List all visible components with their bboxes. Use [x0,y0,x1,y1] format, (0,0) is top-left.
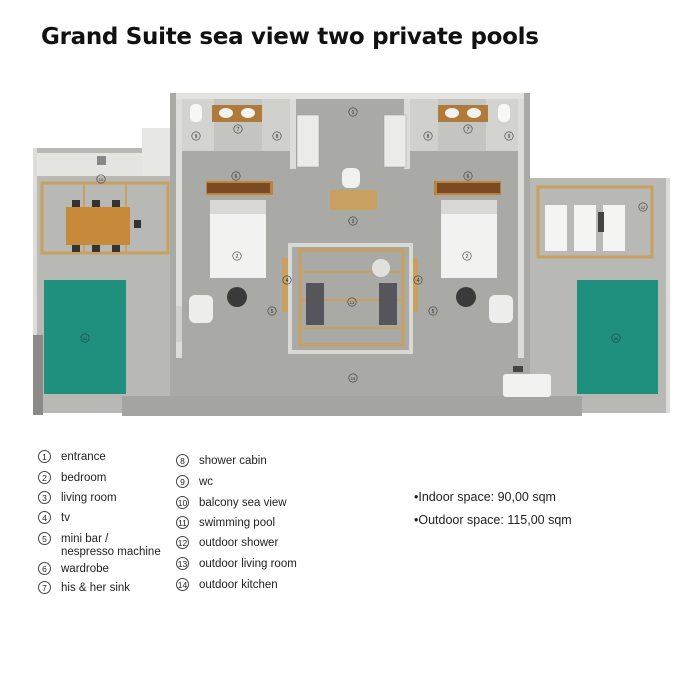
legend-item-6 [38,563,109,576]
legend-item-1 [38,451,106,464]
plan-marker-label: 9 [507,133,511,140]
legend-item-9 [176,476,213,489]
legend-number: 14 [177,579,188,590]
legend-number: 4 [38,511,51,524]
legend-number: 5 [38,532,51,545]
legend-label: entrance [61,451,106,463]
legend-item-10 [176,497,287,510]
legend-label: his & her sink [61,582,131,594]
pool-steps [33,335,43,415]
legend-number: 1 [38,450,51,463]
legend-label: mini bar / nespresso machine [61,533,161,558]
legend-label: balcony sea view [199,497,287,509]
plan-marker-label: 4 [416,277,420,284]
legend-label: shower cabin [199,455,267,467]
plan-marker-label: 6 [466,173,470,180]
plan-marker-label: 2 [235,253,239,260]
legend-item-13 [176,558,297,571]
legend-number: 13 [177,558,188,569]
plan-marker-label: 14 [98,176,104,182]
legend-label: tv [61,512,70,524]
plan-marker-label: 7 [236,126,240,133]
legend-number: 8 [176,454,189,467]
legend-label: outdoor kitchen [199,579,278,591]
plan-marker-label: 11 [613,335,619,341]
legend-number: 6 [38,562,51,575]
legend-label: wardrobe [61,563,109,575]
plan-marker-label: 4 [285,277,289,284]
legend-number: 7 [38,581,51,594]
plan-marker-label: 5 [270,308,274,315]
plan-marker-label: 9 [194,133,198,140]
outdoor-living-room [290,245,411,352]
legend-label: swimming pool [199,517,276,529]
page-title: Grand Suite sea view two private pools [41,24,539,50]
plan-marker-label: 7 [466,126,470,133]
legend-label: outdoor living room [199,558,297,570]
legend-number: 9 [176,475,189,488]
plan-marker-label: 2 [465,253,469,260]
daybed [503,374,551,397]
legend-number: 10 [177,497,188,508]
legend-item-7 [38,582,130,595]
plan-marker-label: 6 [234,173,238,180]
plan-marker-label: 8 [275,133,279,140]
legend-number: 11 [176,516,189,529]
legend-number: 12 [177,537,188,548]
plan-marker-label: 5 [431,308,435,315]
legend-label: living room [61,492,117,504]
legend-label: bedroom [61,472,107,484]
legend-item-3 [38,492,117,505]
legend-label: outdoor shower [199,537,279,549]
plan-marker-label: 1 [351,109,355,116]
legend-item-14 [176,579,278,592]
indoor-space: •Indoor space: 90,00 sqm [414,490,556,504]
legend-number: 2 [38,471,51,484]
legend-item-2 [38,472,106,485]
legend-item-12 [176,537,278,550]
plan-marker-label: 8 [426,133,430,140]
outdoor-space: •Outdoor space: 115,00 sqm [414,513,572,527]
legend-label: wc [199,476,214,488]
legend-item-8 [176,455,267,468]
plan-marker-label: 3 [351,218,355,225]
legend-item-4 [38,512,70,525]
plan-marker-label: 11 [82,335,88,341]
plan-marker-label: 12 [640,204,646,210]
plan-marker-label: 10 [350,375,356,381]
legend-item-11 [176,517,275,530]
legend-number: 3 [38,491,51,504]
plan-marker-label: 13 [349,299,355,305]
legend-item-5 [38,533,161,559]
